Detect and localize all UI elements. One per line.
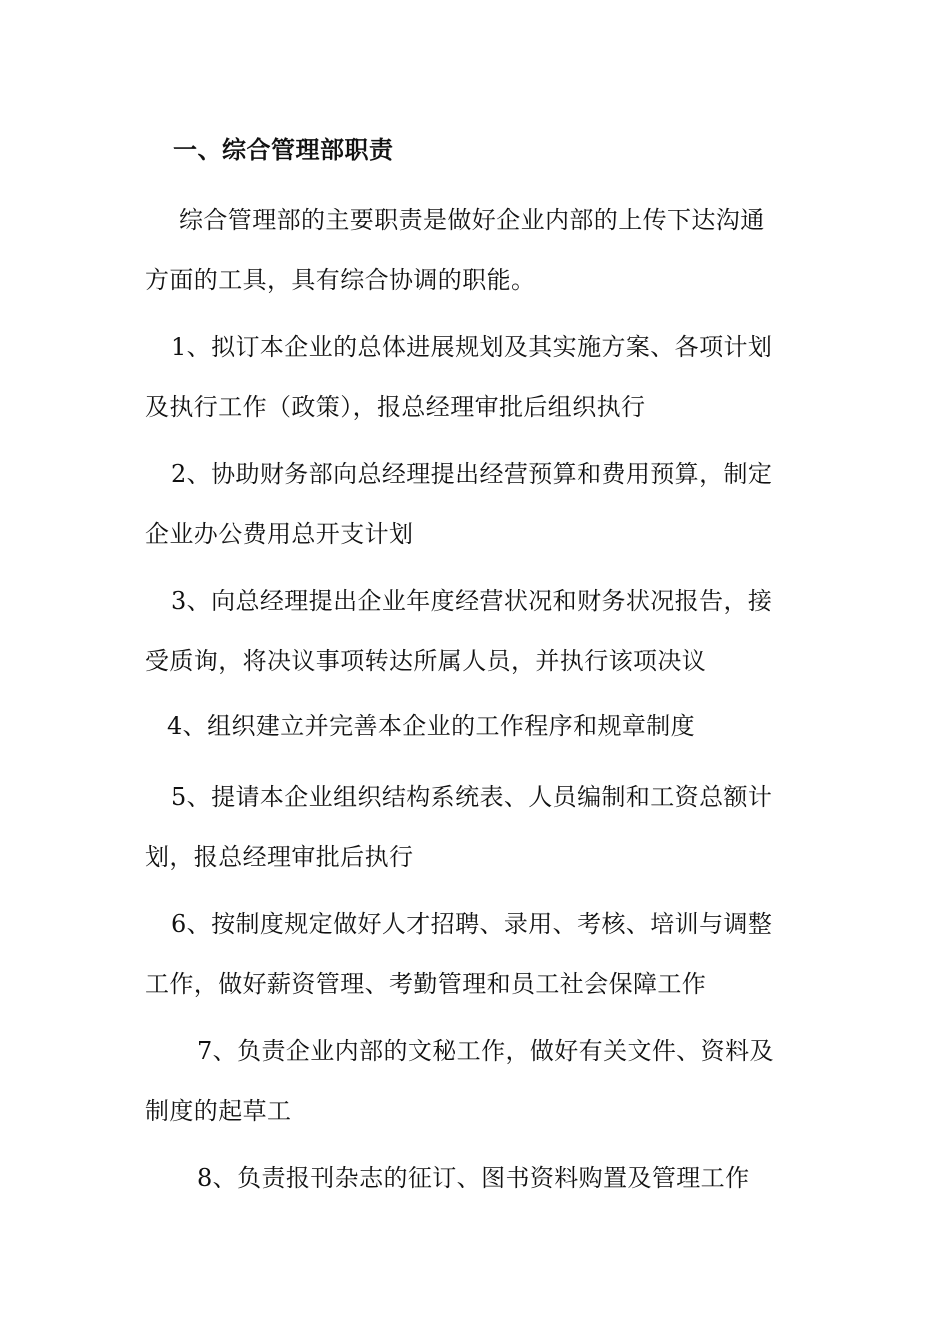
duty-item-4-line-1: 4、组织建立并完善本企业的工作程序和规章制度: [167, 712, 696, 740]
duty-item-4: [145, 696, 815, 756]
duty-item-6: [145, 894, 815, 1014]
duty-item-2-line-1: 2、协助财务部向总经理提出经营预算和费用预算，制定: [171, 460, 773, 488]
duty-item-2: [145, 444, 815, 564]
duty-item-8-line-1: 8、负责报刊杂志的征订、图书资料购置及管理工作: [197, 1164, 750, 1192]
duty-item-7-line-2: 制度的起草工: [145, 1097, 292, 1125]
section-heading: 一、综合管理部职责: [173, 136, 394, 164]
duty-item-5-line-1: 5、提请本企业组织结构系统表、人员编制和工资总额计: [171, 783, 773, 811]
duty-item-3-line-1: 3、向总经理提出企业年度经营状况和财务状况报告，接: [171, 587, 773, 615]
duty-item-5: [145, 767, 815, 887]
duty-item-6-line-1: 6、按制度规定做好人才招聘、录用、考核、培训与调整: [171, 910, 773, 938]
duty-item-8: [145, 1148, 815, 1208]
duty-item-1-line-1: 1、拟订本企业的总体进展规划及其实施方案、各项计划: [171, 333, 773, 361]
duty-item-1: [145, 317, 815, 437]
duty-item-1-line-2: 及执行工作（政策），报总经理审批后组织执行: [145, 393, 646, 421]
intro-paragraph: [145, 190, 815, 310]
duty-item-2-line-2: 企业办公费用总开支计划: [145, 520, 414, 548]
duty-item-6-line-2: 工作，做好薪资管理、考勤管理和员工社会保障工作: [145, 970, 707, 998]
intro-line-2: 方面的工具，具有综合协调的职能。: [145, 266, 536, 294]
duty-item-3-line-2: 受质询，将决议事项转达所属人员，并执行该项决议: [145, 647, 707, 675]
duty-item-3: [145, 571, 815, 691]
duty-item-7: [145, 1021, 815, 1141]
intro-line-1: 综合管理部的主要职责是做好企业内部的上传下达沟通: [179, 206, 765, 234]
duty-item-5-line-2: 划，报总经理审批后执行: [145, 843, 414, 871]
duty-item-7-line-1: 7、负责企业内部的文秘工作，做好有关文件、资料及: [197, 1037, 774, 1065]
